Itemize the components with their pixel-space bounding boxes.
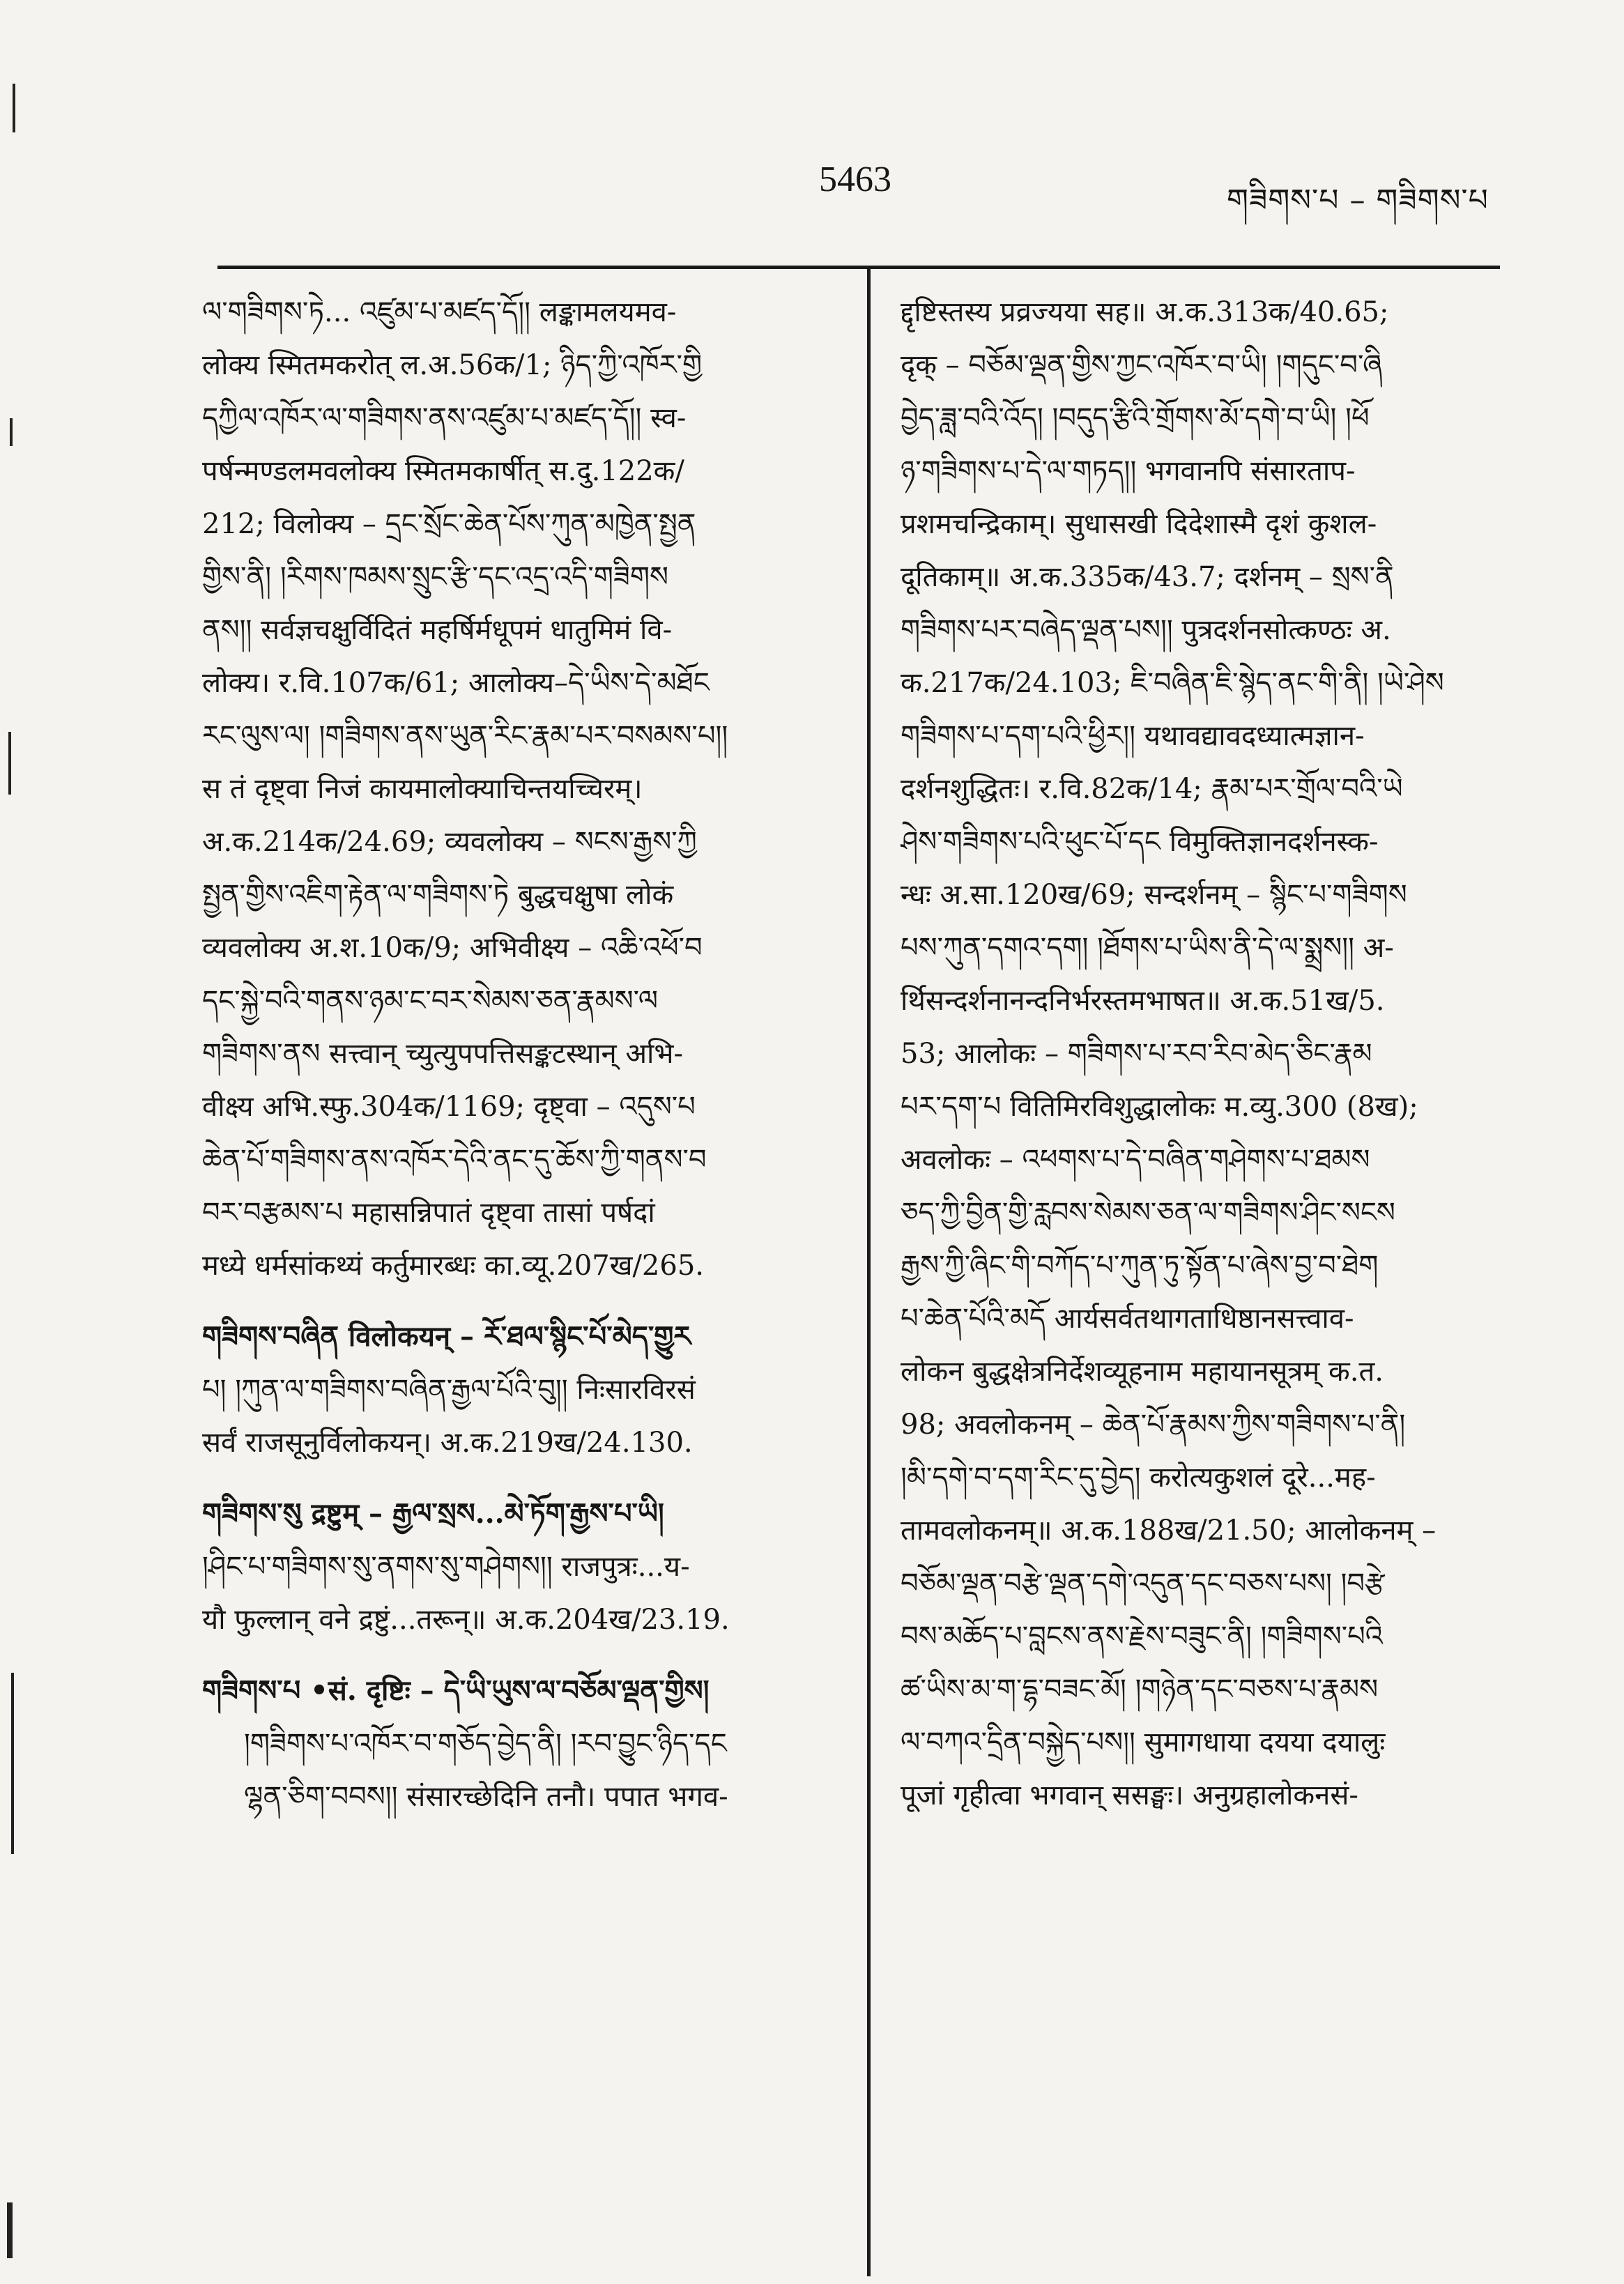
text-line: द्दृष्टिस्तस्य प्रव्रज्यया सह॥ अ.क.313क/40.65; — [901, 296, 1389, 328]
text-line: ལ་བཀའ་དྲིན་བསྐྱེད་པས།། सुमागधाया दयया दयालुः — [901, 1726, 1386, 1758]
text-line: र्थिसन्दर्शनानन्दनिर्भरस्तमभाषत॥ अ.क.51ख/5. — [901, 985, 1385, 1017]
dictionary-entry — [202, 1664, 836, 1823]
dictionary-entry — [901, 286, 1514, 1822]
text-line: སྤྱན་གྱིས་འཇིག་རྟེན་ལ་གཟིགས་ཏེ बुद्धचक्षुषा लोकं — [202, 879, 674, 911]
text-line: གཟིགས་པ་དག་པའི་ཕྱིར།། यथावद्यावदध्यात्मज्ञान- — [901, 720, 1365, 752]
text-line: གཟིགས་བཞིན विलोकयन् – རོ་ཐལ་སྙིང་པོ་མེད་གྱུར — [202, 1320, 691, 1353]
text-line: तामवलोकनम्॥ अ.क.188ख/21.50; आलोकनम् – — [901, 1515, 1437, 1547]
page-number: 5463 — [819, 160, 891, 199]
text-line: ཚ་ཡིས་མ་ག་དྷ་བཟང་མོ། །གཉེན་དང་བཅས་པ་རྣམས — [901, 1673, 1379, 1706]
header-rule — [217, 266, 1500, 269]
text-line: རང་ལུས་ལ། །གཟིགས་ནས་ཡུན་རིང་རྣམ་པར་བསམས་པ།། — [202, 720, 728, 752]
left-column — [202, 286, 836, 1841]
text-line: दूतिकाम्॥ अ.क.335क/43.7; दर्शनम् – སྲས་ནི — [901, 561, 1394, 593]
text-line: ཉ་གཟིགས་པ་དེ་ལ་གཏད།། भगवानपि संसारताप- — [901, 455, 1356, 487]
text-line: स तं दृष्ट्वा निजं कायमालोक्याचिन्तयच्चिरम्। — [202, 773, 643, 805]
text-line: 53; आलोकः – གཟིགས་པ་རབ་རིབ་མེད་ཅིང་རྣམ — [901, 1038, 1372, 1070]
text-line: བར་བརྩམས་པ महासन्निपातं दृष्ट्वा तासां पर्षदां — [202, 1197, 655, 1229]
text-line: यौ फुल्लान् वने द्रष्टुं...तरून्॥ अ.क.204ख/23.19. — [202, 1604, 730, 1636]
text-line: प्रशमचन्द्रिकाम्। सुधासखी दिदेशास्मै दृशं कुशल- — [901, 508, 1377, 540]
text-line: लोकन बुद्धक्षेत्रनिर्देशव्यूहनाम महायानसूत्रम् क.त. — [901, 1356, 1384, 1388]
text-line: लोक्य। र.वि.107क/61; आलोक्य–དེ་ཡིས་དེ་མཐོང — [202, 667, 710, 699]
text-line: पूजां गृहीत्वा भगवान् ससङ्घः। अनुग्रहालोकनसं- — [901, 1779, 1358, 1811]
text-line: ལ་གཟིགས་ཏེ... འཛུམ་པ་མཛད་དོ།། लङ्कामलयमव- — [202, 296, 677, 328]
text-line: लोक्य स्मितमकरोत् ल.अ.56क/1; ཉིད་ཀྱི་འཁོར་གྱི — [202, 349, 703, 381]
text-line: 212; विलोक्य – དྲང་སྲོང་ཆེན་པོས་ཀུན་མཁྱེན་སྤྱན — [202, 508, 696, 540]
text-line: བས་མཆོད་པ་བླངས་ནས་རྗེས་བཟུང་ནི། །གཟིགས་པའི — [901, 1620, 1383, 1653]
text-line: मध्ये धर्मसांकथ्यं कर्तुमारब्धः का.व्यू.207ख/265. — [202, 1250, 704, 1282]
scan-edge-mark — [11, 1673, 14, 1854]
text-line: व्यवलोक्य अ.श.10क/9; अभिवीक्ष्य – འཆི་འཕོ་བ — [202, 932, 703, 964]
text-line: པ་ཆེན་པོའི་མདོ आर्यसर्वतथागताधिष्ठानसत्त्वाव- — [901, 1303, 1354, 1335]
running-head: གཟིགས་པ – གཟིགས་པ — [1227, 183, 1489, 218]
text-line: 98; अवलोकनम् – ཆེན་པོ་རྣམས་ཀྱིས་གཟིགས་པ་ནི། — [901, 1409, 1406, 1441]
text-line: གཟིགས་པར་བཞེད་ལྡན་པས།། पुत्रदर्शनसोत्कण्ठः अ. — [901, 614, 1391, 646]
text-line: བཅོམ་ལྡན་བརྩེ་ལྡན་དགེ་འདུན་དང་བཅས་པས། །བརྩེ — [901, 1568, 1385, 1600]
dictionary-entry — [202, 286, 836, 1292]
scan-edge-mark — [7, 2202, 13, 2258]
text-line: न्धः अ.सा.120ख/69; सन्दर्शनम् – སྙིང་པ་གཟིགས — [901, 879, 1407, 911]
text-line: अवलोकः – འཕགས་པ་དེ་བཞིན་གཤེགས་པ་ཐམས — [901, 1144, 1370, 1176]
text-line: བྱེད་ཟླ་བའི་འོད། །བདུད་རྩིའི་གྲོགས་མོ་དགེ་བ་ཡི། །ཕོ — [901, 402, 1370, 434]
text-line: ནས།། सर्वज्ञचक्षुर्विदितं महर्षिर्मधूपमं धातुमिमं वि- — [202, 614, 673, 646]
text-line: ཤེས་གཟིགས་པའི་ཕུང་པོ་དང विमुक्तिज्ञानदर्शनस्क- — [901, 826, 1379, 858]
scan-edge-mark — [8, 732, 11, 795]
text-line: དཀྱིལ་འཁོར་ལ་གཟིགས་ནས་འཛུམ་པ་མཛད་དོ།། स्व- — [202, 402, 687, 434]
text-line: ལྷན་ཅིག་བབས།། संसारच्छेदिनि तनौ। पपात भगव- — [244, 1781, 728, 1813]
text-line: གཟིགས་ནས सत्त्वान् च्युत्युपपत्तिसङ्कटस्थान् अभि- — [202, 1038, 684, 1070]
text-line: सर्वं राजसूनुर्विलोकयन्। अ.क.219ख/24.130. — [202, 1427, 693, 1459]
text-line: གྱིས་ནི། །རིགས་ཁམས་སྲུང་རྩི་དང་འདྲ་འདི་གཟིགས — [202, 561, 668, 593]
text-line: གཟིགས་པ •सं. दृष्टिः – དེ་ཡི་ཡུས་ལ་བཅོམ་ལྡན་གྱིས། — [202, 1674, 710, 1707]
text-line: दृक् – བཅོམ་ལྡན་གྱིས་ཀྱང་འཁོར་བ་ཡི། །གདུང་བ་ཞི — [901, 349, 1383, 381]
text-line: །ཤིང་པ་གཟིགས་སུ་ནགས་སུ་གཤེགས།། राजपुत्रः...य- — [202, 1551, 690, 1583]
text-line: पर्षन्मण्डलमवलोक्य स्मितमकार्षीत् स.दु.122क/ — [202, 455, 684, 487]
text-line: རྒྱས་ཀྱི་ཞིང་གི་བཀོད་པ་ཀུན་ཏུ་སྟོན་པ་ཞེས་བྱ་བ་ཐེག — [901, 1250, 1379, 1282]
text-line: །གཟིགས་པ་འཁོར་བ་གཅོད་བྱེད་ནི། །རབ་བྱུང་ཉིད་དང — [244, 1728, 727, 1760]
text-line: པ། །ཀུན་ལ་གཟིགས་བཞིན་རྒྱལ་པོའི་བུ།། निःसारविरसं — [202, 1374, 696, 1406]
dictionary-entry — [202, 1310, 836, 1469]
dictionary-entry — [202, 1487, 836, 1646]
text-line: वीक्ष्य अभि.स्फु.304क/1169; दृष्ट्वा – འདུས་པ — [202, 1091, 696, 1123]
text-line: दर्शनशुद्धितः। र.वि.82क/14; རྣམ་པར་གྲོལ་བའི་ཡེ — [901, 773, 1403, 805]
text-line: དང་སྐྱེ་བའི་གནས་ཉམ་ང་བར་སེམས་ཅན་རྣམས་ལ — [202, 985, 659, 1017]
scan-edge-mark — [10, 418, 13, 446]
column-divider — [867, 269, 871, 2276]
text-line: པར་དག་པ वितिमिरविशुद्धालोकः म.व्यु.300 (8ख); — [901, 1091, 1418, 1123]
text-line: ཅད་ཀྱི་བྱིན་གྱི་རླབས་སེམས་ཅན་ལ་གཟིགས་ཤིང་སངས — [901, 1197, 1395, 1229]
text-line: ཆེན་པོ་གཟིགས་ནས་འཁོར་དེའི་ནང་དུ་ཆོས་ཀྱི་གནས་བ — [202, 1144, 707, 1176]
right-column — [901, 286, 1514, 1840]
text-line: अ.क.214क/24.69; व्यवलोक्य – སངས་རྒྱས་ཀྱི — [202, 826, 697, 858]
text-line: །མི་དགེ་བ་དག་རིང་དུ་བྱེད། करोत्यकुशलं दूरे...मह- — [901, 1462, 1376, 1494]
scan-edge-mark — [13, 84, 15, 132]
text-line: क.217क/24.103; ཇི་བཞིན་ཇི་སྙེད་ནང་གི་ནི། །ཡེ་ཤེས — [901, 667, 1444, 699]
text-line: པས་ཀུན་དགའ་དག། །ཐོགས་པ་ཡིས་ནི་དེ་ལ་སྨྲས།། अ- — [901, 932, 1394, 964]
text-line: གཟིགས་སུ द्रष्टुम् – རྒྱལ་སྲས...མེ་ཏོག་རྒྱས་པ་ཡི། — [202, 1497, 664, 1530]
